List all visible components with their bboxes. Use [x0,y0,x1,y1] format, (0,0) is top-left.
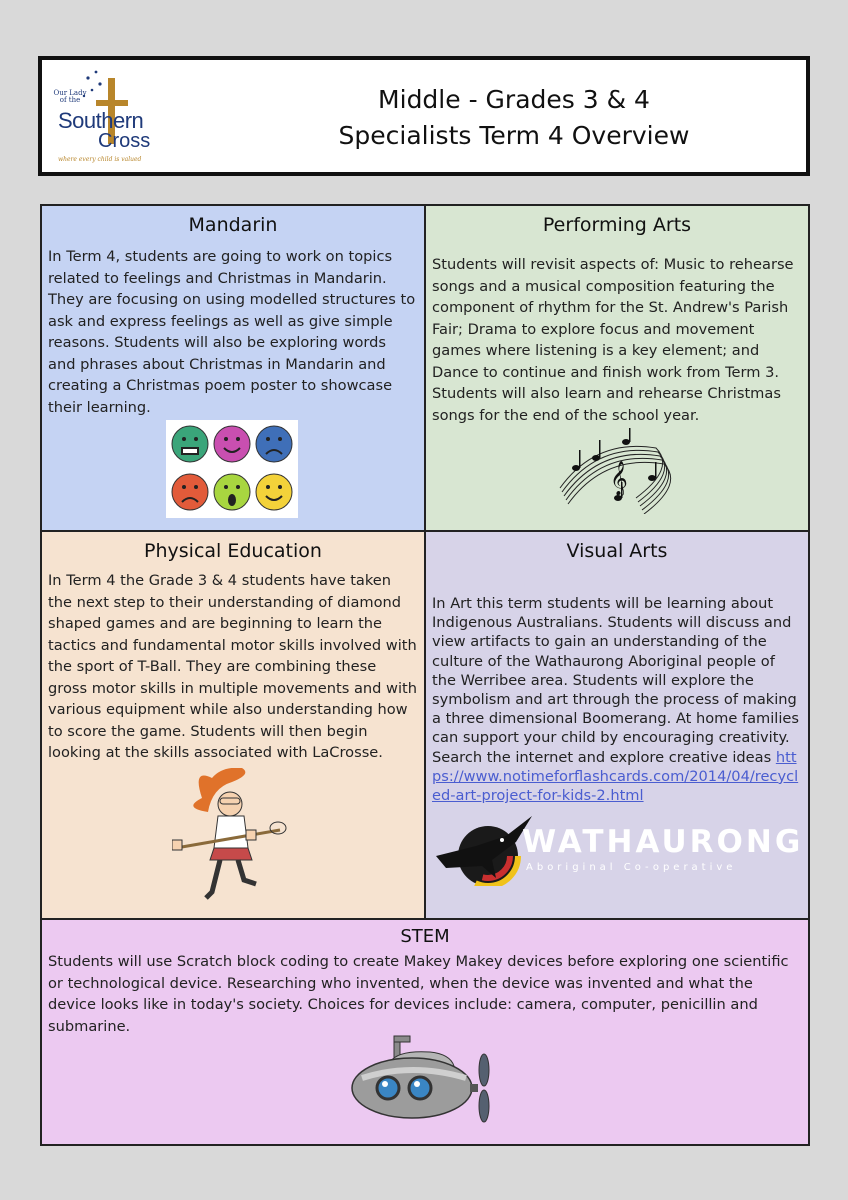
logo-text-southern: Southern [58,108,144,133]
recycled-art-link[interactable]: https://www.notimeforflashcards.com/2014/04/recycled-art-project-for-kids-2.html [432,748,799,805]
physical-education-section [40,530,426,920]
stem-section [40,918,810,1146]
page-title [242,82,786,154]
emotion-faces-icon [166,420,298,518]
performing-arts-title: Performing Arts [542,214,692,236]
school-logo [48,66,170,168]
physical-education-body: In Term 4 the Grade 3 & 4 students have taken the next step to their understanding of diamond shaped games and are beginning to learn the tactics and fundamental motor skills involved with the sport of T-Ball. They are combining these gross motor skills in multiple movements and with various equipment while also understanding how to score the game. Students will then begin looking at the skills associated with LaCrosse. [48,572,418,761]
stem-title: STEM [400,926,450,947]
title-line-1: Middle - Grades 3 & 4 [378,85,650,114]
title-line-2: Specialists Term 4 Overview [338,121,690,150]
lacrosse-girl-icon [172,768,292,908]
mandarin-section [40,204,426,532]
performing-arts-body: Students will revisit aspects of: Music to rehearse songs and a musical composition featuring the component of rhythm for the St. Andrew's Parish Fair; Drama to explore focus and movement games where listening is a key element; and Dance to continue and finish work from Term 3. Students will also learn and rehearse Christmas songs for the end of the school year. [432,256,794,424]
mandarin-body: In Term 4, students are going to work on topics related to feelings and Christmas in Mandarin. They are focusing on using modelled structures to ask and express feelings as well as give simple reasons. Students will also be exploring words and phrases about Christmas in Mandarin and creating a Christmas poem poster to showcase their learning. [48,248,416,416]
visual-arts-text: In Art this term students will be learning about Indigenous Australians. Students will discuss and view artifacts to gain an understanding of the culture of the Wathaurong Aboriginal people of the Werribee area. Students will explore the symbolism and art through the process of making a three dimensional Boomerang. At home families can support your child by encouraging creativity. Search the internet and explore creative ideas [432,595,800,766]
svg-text:𝄞: 𝄞 [610,461,628,496]
mandarin-title: Mandarin [188,214,278,236]
wathaurong-title: WATHAURONG [522,824,804,860]
wathaurong-subtitle: Aboriginal Co-operative [526,862,737,873]
performing-arts-section [424,204,810,532]
visual-arts-section [424,530,810,920]
visual-arts-title: Visual Arts [566,540,668,562]
physical-education-title: Physical Education [144,540,322,562]
submarine-icon [350,1032,494,1128]
music-notes-icon [556,428,674,514]
logo-motto: where every child is valued [58,156,142,163]
visual-arts-body [432,594,802,805]
logo-text-top: Our Lady of the [53,89,87,104]
logo-text-cross: Cross [98,130,151,152]
page-header [38,56,810,176]
stem-body: Students will use Scratch block coding to create Makey Makey devices before exploring one scientific or technological device. Researching who invented, when the device was invented and what the device looks like in today's society. Choices for devices include: camera, computer, penicillin and submarine. [48,953,789,1035]
wathaurong-logo [436,816,804,886]
